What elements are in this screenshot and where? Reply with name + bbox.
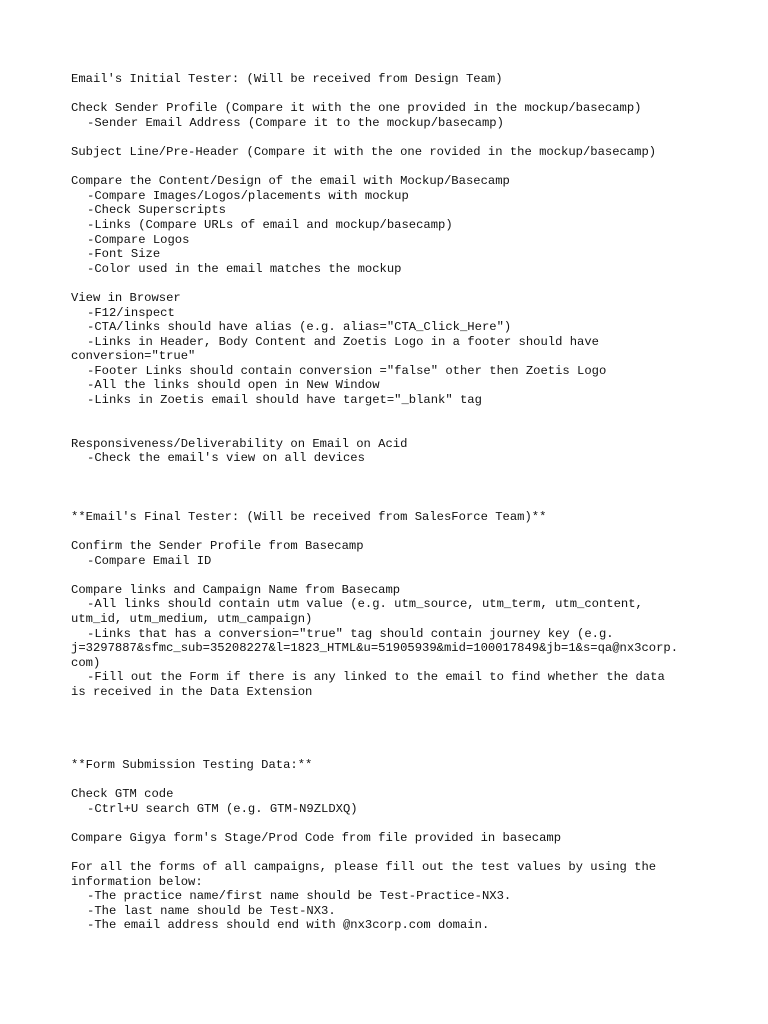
browser-item: -CTA/links should have alias (e.g. alias="CTA_Click_Here") — [87, 320, 512, 335]
gigya-line: Compare Gigya form's Stage/Prod Code from file provided in basecamp — [71, 830, 562, 845]
browser-item: -Links in Zoetis email should have target="_blank" tag — [87, 393, 482, 408]
confirm-heading: Confirm the Sender Profile from Basecamp — [71, 539, 364, 554]
content-item: -Font Size — [87, 247, 161, 262]
form-fill-item-cont: is received in the Data Extension — [71, 684, 313, 699]
subject-line-line: Subject Line/Pre-Header (Compare it with the one rovided in the mockup/basecamp) — [71, 144, 657, 159]
browser-item: -F12/inspect — [87, 305, 175, 320]
browser-item-links-header-cont: conversion="true" — [71, 349, 196, 364]
responsive-heading: Responsiveness/Deliverability on Email on Acid — [71, 436, 408, 451]
content-item: -Links (Compare URLs of email and mockup/basecamp) — [87, 217, 453, 232]
gtm-item: -Ctrl+U search GTM (e.g. GTM-N9ZLDXQ) — [87, 801, 358, 816]
sender-email-line: -Sender Email Address (Compare it to the mockup/basecamp) — [87, 115, 504, 130]
test-values-line-cont: information below: — [71, 874, 203, 889]
confirm-item: -Compare Email ID — [87, 553, 212, 568]
test-values-item: -The email address should end with @nx3corp.com domain. — [87, 918, 490, 933]
journey-item-cont: j=3297887&sfmc_sub=35208227&l=1823_HTML&u=51905939&mid=100017849&jb=1&s=qa@nx3corp. — [71, 641, 679, 656]
browser-item: -All the links should open in New Window — [87, 378, 380, 393]
content-item: -Color used in the email matches the mockup — [87, 261, 402, 276]
browser-item-links-header: -Links in Header, Body Content and Zoetis Logo in a footer should have — [87, 334, 599, 349]
journey-item-cont: com) — [71, 655, 101, 670]
test-values-item: -The last name should be Test-NX3. — [87, 903, 336, 918]
test-values-line: For all the forms of all campaigns, please fill out the test values by using the — [71, 860, 657, 875]
test-values-item: -The practice name/first name should be Test-Practice-NX3. — [87, 889, 512, 904]
content-item: -Compare Images/Logos/placements with mockup — [87, 188, 409, 203]
initial-tester-heading: Email's Initial Tester: (Will be received from Design Team) — [71, 72, 503, 86]
gtm-heading: Check GTM code — [71, 787, 174, 802]
final-tester-heading: **Email's Final Tester: (Will be received from SalesForce Team)** — [71, 509, 547, 524]
browser-heading: View in Browser — [71, 290, 181, 305]
form-testing-heading: **Form Submission Testing Data:** — [71, 757, 313, 772]
browser-item: -Footer Links should contain conversion ="false" other then Zoetis Logo — [87, 363, 607, 378]
content-item: -Compare Logos — [87, 232, 190, 247]
content-heading: Compare the Content/Design of the email with Mockup/Basecamp — [71, 174, 510, 189]
utm-item: -All links should contain utm value (e.g. utm_source, utm_term, utm_content, — [87, 597, 643, 612]
form-fill-item: -Fill out the Form if there is any linked to the email to find whether the data — [87, 670, 665, 685]
document-page — [71, 72, 711, 933]
sender-profile-line: Check Sender Profile (Compare it with the one provided in the mockup/basecamp) — [71, 101, 642, 116]
links-heading: Compare links and Campaign Name from Basecamp — [71, 582, 401, 597]
responsive-item: -Check the email's view on all devices — [87, 451, 365, 466]
journey-item: -Links that has a conversion="true" tag should contain journey key (e.g. — [87, 626, 614, 641]
content-item: -Check Superscripts — [87, 203, 226, 218]
utm-item-cont: utm_id, utm_medium, utm_campaign) — [71, 611, 313, 626]
